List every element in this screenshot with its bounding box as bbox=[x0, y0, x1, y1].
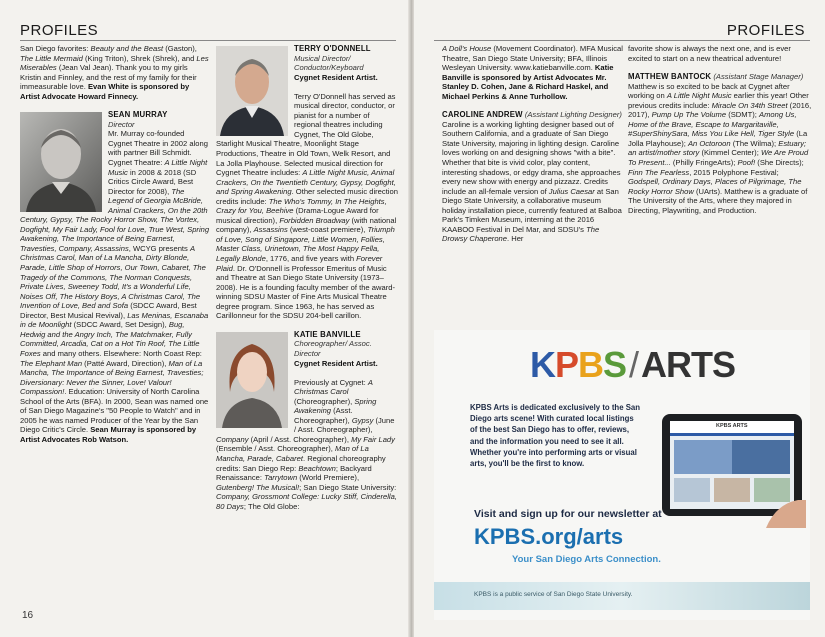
kpbs-arts-ad bbox=[434, 330, 810, 620]
left-page-column-2 bbox=[216, 44, 398, 604]
page-header-right: PROFILES bbox=[726, 22, 805, 39]
sean-murray-photo bbox=[20, 112, 102, 212]
ad-body-text: KPBS Arts is dedicated exclusively to the San Diego arts scene! With curated local listings of the best San Diego has to offer, reviews, and the information you need to see it all. Whether you're into performing arts or visual arts, you'll be the first to know. bbox=[470, 403, 641, 469]
caroline-andrew-bio: CAROLINE ANDREW (Assistant Lighting Designer) Caroline is a working lighting designer based out of Southern California, and a graduate of San Diego State University, majoring in lighting design. Caroline loves working on and designing shows "with a bite". Whether that bite is vivid color, play content, interesting shadows, or edgy drama, she approaches every new show with energy and pizzazz. Credits include an all-female version of Julius Caesar at San Diego State University, a collaborative museum holiday installation piece, currently featured at Balboa Park's Timken Museum, interning at the 2016 KAABOO Festival in Del Mar, and SDSU's The Drowsy Chaperone. Her bbox=[442, 110, 622, 244]
sean-murray-name: SEAN MURRAY bbox=[108, 110, 168, 120]
header-rule-right bbox=[434, 40, 810, 41]
matthew-bantock-bio: MATTHEW BANTOCK (Assistant Stage Manager) Matthew is so excited to be back at Cygnet after working on A Little Night Music earlier this year! Other previous credits include: Miracle On 34th Street (2016, 2017), Pump Up The Volume (SDMT); Among Us, Home of the Brave, Escape to Margaritaville, #SuperShinySara, Miss You Like Hell, Tiger Style (La Jolla Playhouse); An Octoroon (The Wilma); Estuary; an artist/mother story (Kimmel Center); We Are Proud To Present... (Philly FringeArts); Poof! (She Directs); Finn The Fearless, 2015 Polyphone Festival; Godspell, Ordinary Days, Places of Pilgrimage, The Rocky Horror Show (UArts). Matthew is a graduate of The University of the Arts, where they majored in Directing, Playwriting, and Production. bbox=[628, 72, 812, 215]
left-page bbox=[0, 0, 410, 637]
caroline-andrew-name: CAROLINE ANDREW bbox=[442, 110, 523, 120]
tablet-label: KPBS ARTS bbox=[716, 423, 748, 429]
katie-banville-name: KATIE BANVILLE bbox=[294, 329, 361, 339]
ad-visit-text: Visit and sign up for our newsletter at bbox=[474, 508, 662, 520]
page-header-left: PROFILES bbox=[20, 22, 99, 39]
ad-footer-text: KPBS is a public service of San Diego State University. bbox=[474, 591, 633, 598]
katie-banville-photo bbox=[216, 332, 288, 428]
sean-murray-bio: SEAN MURRAY Director Mr. Murray co-founded Cygnet Theatre in 2002 along with partner Bill Schmidt. Cygnet Theatre: A Little Night Music in 2008 & 2018 (SD Critics Circle Award, Best Director for 2008), The Legend of Georgia McBride, Animal Crackers, On the 20th Century, Gypsy, The Rocky Horror Show, The Vortex, Dogfight, My Fair Lady, Fool for Love, True West, Spring Awakening, The Importance of Being Earnest, Travesties, Company, Assassins, WCYG presents A Christmas Carol, Man of La Mancha, Dirty Blonde, Parade, Little Shop of Horrors, Our Town, Cabaret, The Tragedy of the Commons, The Norman Conquests, Private Lives, Sweeney Todd, It's a Wonderful Life, Noises Off, The History Boys, A Christmas Carol, The Invention of Love, Bed and Sofa (SDCC Award, Best Director, Best Musical Revival), Las Meninas, Escanaba in de Moonlight (SDCC Award, Set Design), Bug, Hedwig and the Angry Inch, The Matchmaker, Fully Committed, Arcadia, Cat on a Hot Tin Roof, The Little Foxes and many others. Elsewhere: North Coast Rep: The Elephant Man (Patté Award, Direction), Man of La Mancha, The Importance of Being Earnest, Travesties; Diversionary: Never the Sinner, Love! Valour! Compassion!. Education: University of North Carolina School of the Arts (BFA). In 2000, Sean was named one of San Diego Magazine's "50 People to Watch" and in 2005 he was named Producer of the Year by the San Diego Critic's Circle. Sean Murray is sponsored by Artist Advocates Rob Watson. bbox=[20, 110, 210, 444]
matthew-bantock-role: (Assistant Stage Manager) bbox=[713, 72, 804, 82]
caroline-andrew-role: (Assistant Lighting Designer) bbox=[524, 110, 622, 120]
terry-odonnell-photo bbox=[216, 46, 288, 136]
right-page-column-2 bbox=[628, 44, 812, 330]
tablet-image bbox=[656, 408, 806, 528]
right-page bbox=[414, 0, 825, 637]
caroline-andrew-bio-cont: favorite show is always the next one, and is ever excited to start on a new theatrical adventure! bbox=[628, 44, 791, 63]
evan-white-bio-end: San Diego favorites: Beauty and the Beast (Gaston), The Little Mermaid (King Triton), Shrek (Shrek), and Les Miserables (Jean Val Jean). Thank you to my girls Kristin and Finnley, and the rest of my family for their immeasurable love. Evan White is sponsored by Artist Advocate Howard Finnecy. bbox=[20, 44, 209, 101]
ad-tagline: Your San Diego Arts Connection. bbox=[512, 554, 661, 565]
katie-banville-role: Choreographer/ Assoc. Director bbox=[294, 339, 372, 358]
sean-murray-role: Director bbox=[108, 119, 135, 129]
katie-banville-credit: Cygnet Resident Artist. bbox=[294, 358, 378, 368]
katie-banville-bio-cont: A Doll's House (Movement Coordinator). MFA Musical Theatre, San Diego State University; BFA, Illinois Wesleyan University. www.katiebanville.com. Katie Banville is sponsored by Artist Advocates Mr. Stanley D. Cohen, Jane & Richard Haskel, and Michael Perkins & Anne Turhollow. bbox=[442, 44, 623, 101]
ad-url-link[interactable]: KPBS.org/arts bbox=[474, 524, 624, 549]
page-number: 16 bbox=[22, 610, 34, 621]
matthew-bantock-name: MATTHEW BANTOCK bbox=[628, 72, 712, 82]
right-page-column-1 bbox=[442, 44, 624, 330]
terry-odonnell-role: Musical Director/ Conductor/Keyboard bbox=[294, 53, 364, 73]
terry-odonnell-name: TERRY O'DONNELL bbox=[294, 44, 371, 53]
left-page-column-1 bbox=[20, 44, 210, 604]
kpbs-arts-logo: KPBS/ARTS bbox=[530, 344, 736, 385]
katie-banville-bio: KATIE BANVILLE Choreographer/ Assoc. Director Cygnet Resident Artist. Previously at Cygnet: A Christmas Carol (Choreographer), Spring Awakening (Asst. Choreographer), Gypsy (June / Asst. Choreographer), Company (April / Asst. Choreographer), My Fair Lady (Ensemble / Asst. Choreographer), Man of La Mancha, Parade, Cabaret. Regional choreography credits: San Diego Rep: Beachtown; Backyard Renaissance: Tarrytown (World Premiere), Gutenberg! The Musical!; San Diego State University: Company, Grossmont College: Lucky Stiff, Cinderella, 80 Days; The Old Globe: bbox=[216, 329, 397, 511]
terry-odonnell-credit: Cygnet Resident Artist. bbox=[294, 72, 378, 82]
terry-odonnell-bio: TERRY O'DONNELL Musical Director/ Conductor/Keyboard Cygnet Resident Artist. Terry O'Donnell has served as musical director, conductor, or pianist for a number of regional theatres including Cygnet, The Old Globe, Starlight Musical Theatre, Moonlight Stage Productions, Theatre in Old Town, Welk Resort, and La Jolla Playhouse. Selected musical direction for Cygnet Theatre includes: A Little Night Music, Animal Crackers, On the Twentieth Century, Gypsy, Dogfight, and Spring Awakening. Other selected music direction credits include: The Who's Tommy, In The Heights, Crazy for You, Beehive (Drama-Logue Award for musical direction), Forbidden Broadway (with national company), Assassins (west-coast premiere), Triumph of Love, Song of Singapore, Little Women, Follies, Master Class, Urinetown, The Most Happy Fella, Legally Blonde, 1776, and five years with Forever Plaid. Dr. O'Donnell is Professor Emeritus of Music and Theatre at San Diego State University (1973–2008). He is a founding faculty member of the award-winning SDSU Master of Fine Arts Musical Theatre degree program. Since 1963, he has served as Carillonneur for the SDSU 204-bell carillon. bbox=[216, 44, 398, 321]
header-rule-left bbox=[20, 40, 396, 41]
ad-footer-band bbox=[434, 582, 810, 610]
